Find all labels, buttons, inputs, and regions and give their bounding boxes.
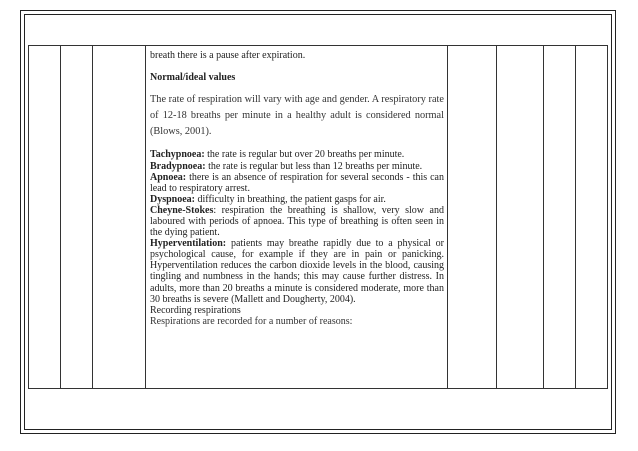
- table-column-divider: [145, 45, 146, 389]
- definition-item: [150, 172, 444, 194]
- definition-text: difficulty in breathing, the patient gasps for air.: [195, 193, 386, 205]
- definition-item: [150, 149, 444, 160]
- content-cell: [150, 50, 444, 327]
- normal-values-text: The rate of respiration will vary with age and gender. A respiratory rate of 12-18 breaths per minute in a healthy adult is considered normal (Blows, 2001).: [150, 94, 444, 138]
- definition-item: [150, 205, 444, 238]
- definition-term: Cheyne-Stokes: [150, 204, 214, 216]
- definitions-list: [150, 149, 444, 304]
- table-column-divider: [60, 45, 61, 389]
- definition-text: the rate is regular but less than 12 breaths per minute.: [205, 160, 423, 172]
- definition-term: Dyspnoea:: [150, 193, 196, 205]
- definition-item: [150, 194, 444, 205]
- recording-text: Respirations are recorded for a number of reasons:: [150, 315, 353, 327]
- definition-text: the rate is regular but over 20 breaths per minute.: [204, 149, 405, 161]
- table-column-divider: [496, 45, 497, 389]
- definition-term: Tachypnoea:: [150, 149, 205, 161]
- heading-recording-respirations: Recording respirations: [150, 304, 241, 316]
- table-column-divider: [575, 45, 576, 389]
- definition-term: Apnoea:: [150, 171, 187, 183]
- table-column-divider: [447, 45, 448, 389]
- definition-text: : respiration the breathing is shallow, very slow and laboured with periods of apnoea. This type of breathing is often seen in the dying patient.: [150, 204, 444, 239]
- definition-item: [150, 238, 444, 305]
- heading-normal-values: Normal/ideal values: [150, 72, 236, 84]
- definition-item: [150, 161, 444, 172]
- table-column-divider: [92, 45, 93, 389]
- definition-term: Bradypnoea:: [150, 160, 206, 172]
- continued-line: breath there is a pause after expiration.: [150, 50, 306, 61]
- definition-text: patients may breathe rapidly due to a physical or psychological cause, for example if they are in pain or panicking. Hyperventilation reduces the carbon dioxide levels in the blood, causing tingling and numbness in the hands; this may cause further distress. In adults, more than 20 breaths a minute is considered moderate, more than 30 breaths is severe (Mallett and Dougherty, 2004).: [150, 238, 444, 305]
- table-column-divider: [543, 45, 544, 389]
- definition-text: there is an absence of respiration for several seconds - this can lead to respiratory arrest.: [150, 171, 444, 194]
- definition-term: Hyperventilation:: [150, 238, 227, 250]
